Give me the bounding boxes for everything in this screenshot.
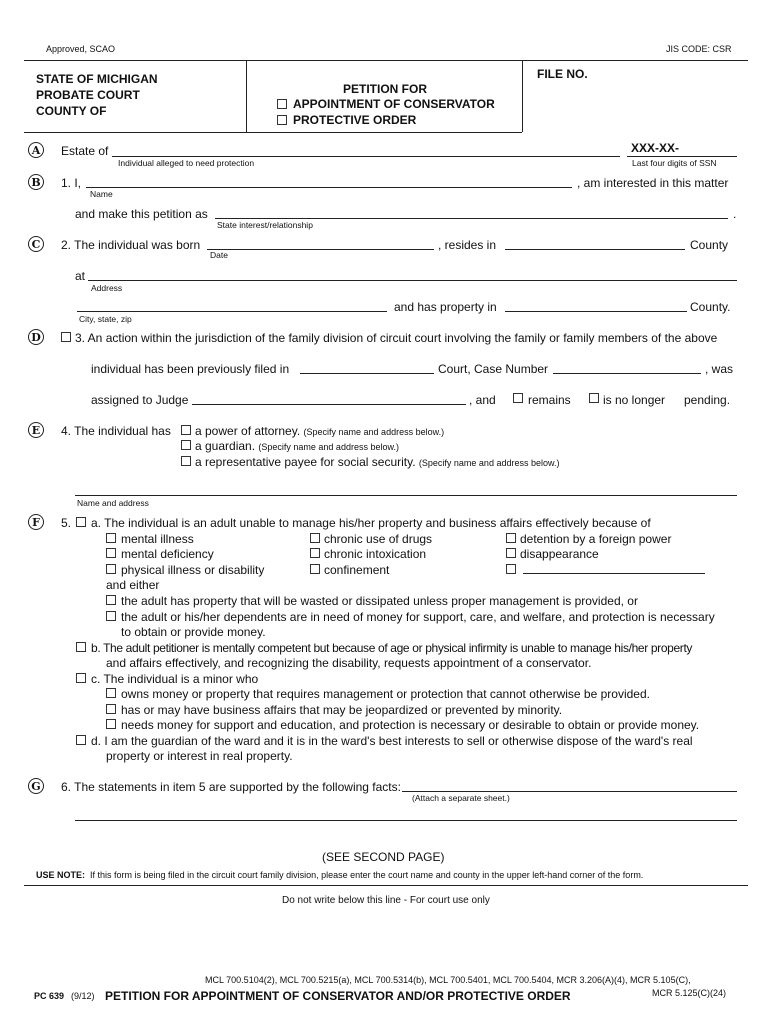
mcr-citation: MCR 5.125(C)(24) [652, 988, 727, 998]
item4-lead: 4. The individual has [61, 424, 171, 438]
disappearance-checkbox[interactable] [506, 548, 516, 558]
court-block [36, 71, 158, 119]
city-caption: City, state, zip [79, 314, 132, 324]
petition-as-label: and make this petition as [75, 207, 208, 221]
mcl-citations: MCL 700.5104(2), MCL 700.5215(a), MCL 700.5314(b), MCL 700.5401, MCL 700.5404, MCR 3.206(A)(4), MCR 5.105(C), [205, 975, 691, 985]
conservator-checkbox[interactable] [277, 99, 287, 109]
drugs-checkbox[interactable] [310, 533, 320, 543]
section-letter-d: D [28, 329, 44, 345]
and-either-label: and either [106, 578, 160, 592]
birth-date-field[interactable] [207, 249, 434, 250]
petitioner-name-field[interactable] [86, 187, 572, 188]
address-caption: Address [91, 283, 123, 293]
detention-label: detention by a foreign power [520, 532, 672, 546]
either2-text-cont: to obtain or provide money. [121, 625, 266, 639]
approved-text: Approved, SCAO [46, 44, 116, 54]
either2-checkbox[interactable] [106, 611, 116, 621]
section-letter-f: F [28, 514, 44, 530]
item5c-checkbox[interactable] [76, 673, 86, 683]
estate-label: Estate of [61, 144, 109, 158]
form-date: (9/12) [71, 991, 95, 1001]
facts-field[interactable] [402, 791, 737, 792]
jis-code: JIS CODE: CSR [666, 44, 732, 54]
judge-field[interactable] [192, 404, 466, 405]
minor-support-text: needs money for support and education, and protection is necessary or desirable to obtain or provide money. [121, 718, 700, 732]
court-case-label: Court, Case Number [438, 362, 549, 376]
mental-illness-checkbox[interactable] [106, 533, 116, 543]
section-letter-c: C [28, 236, 44, 252]
footer-form-title: PETITION FOR APPOINTMENT OF CONSERVATOR AND/OR PROTECTIVE ORDER [105, 989, 571, 1003]
item2-lead: 2. The individual was born [61, 238, 201, 252]
estate-caption: Individual alleged to need protection [118, 158, 255, 168]
other-reason-checkbox[interactable] [506, 564, 516, 574]
minor-owns-text: owns money or property that requires management or protection that cannot otherwise be provided. [121, 687, 650, 701]
item3-line1: 3. An action within the jurisdiction of the family division of circuit court involving the family or family members of the above [75, 331, 718, 345]
use-note: USE NOTE: If this form is being filed in the circuit court family division, please enter the court name and county in the upper left-hand corner of the form. [36, 870, 644, 880]
item5d-text: d. I am the guardian of the ward and it is in the ward's best interests to sell or otherwise dispose of the ward's real [91, 734, 693, 748]
ssn-prefix: XXX-XX- [631, 141, 680, 155]
name-address-caption: Name and address [77, 498, 149, 508]
mental-deficiency-label: mental deficiency [121, 547, 214, 561]
form-title-line1: PETITION FOR [343, 82, 427, 96]
name-address-field[interactable] [75, 495, 737, 496]
item5a-checkbox[interactable] [76, 517, 86, 527]
state-interest-caption: State interest/relationship [217, 220, 313, 230]
was-label: , was [705, 362, 734, 376]
county2-label: County. [690, 300, 731, 314]
court-state: STATE OF MICHIGAN [36, 72, 158, 86]
and-label: , and [469, 393, 496, 407]
item1-tail: , am interested in this matter [577, 176, 729, 190]
rep-payee-label: a representative payee for social security. (Specify name and address below.) [195, 455, 560, 469]
rep-payee-checkbox[interactable] [181, 456, 191, 466]
disappearance-label: disappearance [520, 547, 599, 561]
city-field[interactable] [77, 311, 387, 312]
item5a-text: a. The individual is an adult unable to manage his/her property and business affairs effectively because of [91, 516, 651, 530]
guardian-checkbox[interactable] [181, 440, 191, 450]
section-letter-g: G [28, 778, 44, 794]
physical-illness-label: physical illness or disability [121, 563, 265, 577]
detention-checkbox[interactable] [506, 533, 516, 543]
estate-name-field[interactable] [112, 156, 620, 157]
physical-illness-checkbox[interactable] [106, 564, 116, 574]
section-letter-a: A [28, 142, 44, 158]
date-caption: Date [210, 250, 228, 260]
no-longer-label: is no longer [603, 393, 666, 407]
item5d-checkbox[interactable] [76, 735, 86, 745]
property-label: and has property in [394, 300, 497, 314]
name-caption: Name [90, 189, 113, 199]
resides-label: , resides in [438, 238, 497, 252]
item3-checkbox[interactable] [61, 332, 71, 342]
item1-period: . [733, 207, 737, 221]
see-second-page: (SEE SECOND PAGE) [322, 850, 445, 864]
either2-text: the adult or his/her dependents are in need of money for support, care, and welfare, and protection is necessary [121, 610, 715, 624]
item5-num: 5. [61, 516, 72, 530]
ssn-caption: Last four digits of SSN [632, 158, 717, 168]
item5b-text-cont: and affairs effectively, and recognizing the disability, requests appointment of a conservator. [106, 656, 592, 670]
pending-label: pending. [684, 393, 731, 407]
item5c-text: c. The individual is a minor who [91, 672, 259, 686]
form-title-line2: APPOINTMENT OF CONSERVATOR [293, 97, 495, 111]
minor-owns-checkbox[interactable] [106, 688, 116, 698]
interest-field[interactable] [215, 218, 728, 219]
prior-court-field[interactable] [300, 373, 434, 374]
intoxication-checkbox[interactable] [310, 548, 320, 558]
confinement-checkbox[interactable] [310, 564, 320, 574]
intoxication-label: chronic intoxication [324, 547, 427, 561]
item1-lead: 1. I, [61, 176, 82, 190]
minor-business-checkbox[interactable] [106, 704, 116, 714]
power-of-attorney-label: a power of attorney. (Specify name and address below.) [195, 424, 445, 438]
drugs-label: chronic use of drugs [324, 532, 433, 546]
protective-order-checkbox[interactable] [277, 115, 287, 125]
form-number: PC 639 [34, 991, 65, 1001]
address-field[interactable] [88, 280, 737, 281]
case-number-field[interactable] [553, 373, 701, 374]
minor-support-checkbox[interactable] [106, 719, 116, 729]
at-label: at [75, 269, 86, 283]
either1-checkbox[interactable] [106, 595, 116, 605]
form-title-line3: PROTECTIVE ORDER [293, 113, 417, 127]
minor-business-text: has or may have business affairs that may be jeopardized or prevented by minority. [121, 703, 563, 717]
remains-label: remains [528, 393, 571, 407]
guardian-label: a guardian. (Specify name and address below.) [195, 439, 399, 453]
mental-deficiency-checkbox[interactable] [106, 548, 116, 558]
county-label: County [690, 238, 729, 252]
property-county-field[interactable] [505, 311, 687, 312]
item5b-checkbox[interactable] [76, 642, 86, 652]
file-no-label[interactable]: FILE NO. [537, 67, 588, 81]
either1-text: the adult has property that will be wasted or dissipated unless proper management is provided, or [121, 594, 638, 608]
power-of-attorney-checkbox[interactable] [181, 425, 191, 435]
confinement-label: confinement [324, 563, 390, 577]
section-letter-b: B [28, 174, 44, 190]
court-county[interactable]: COUNTY OF [36, 104, 107, 118]
remains-checkbox[interactable] [513, 393, 523, 403]
ssn-field[interactable] [627, 156, 737, 157]
county-field[interactable] [505, 249, 685, 250]
item5b-text: b. The adult petitioner is mentally competent but because of age or physical infirmity is unable to manage his/her property [91, 641, 693, 655]
other-reason-field[interactable] [523, 573, 705, 574]
item6-text: 6. The statements in item 5 are supported by the following facts: [61, 780, 401, 794]
no-longer-checkbox[interactable] [589, 393, 599, 403]
assigned-label: assigned to Judge [91, 393, 189, 407]
court-name: PROBATE COURT [36, 88, 140, 102]
attach-note: (Attach a separate sheet.) [412, 793, 510, 803]
item3-filed-in: individual has been previously filed in [91, 362, 290, 376]
item5d-text-cont: property or interest in real property. [106, 749, 293, 763]
mental-illness-label: mental illness [121, 532, 194, 546]
section-letter-e: E [28, 422, 44, 438]
facts-field-2[interactable] [75, 820, 737, 821]
court-use-line: Do not write below this line - For court use only [282, 895, 490, 906]
